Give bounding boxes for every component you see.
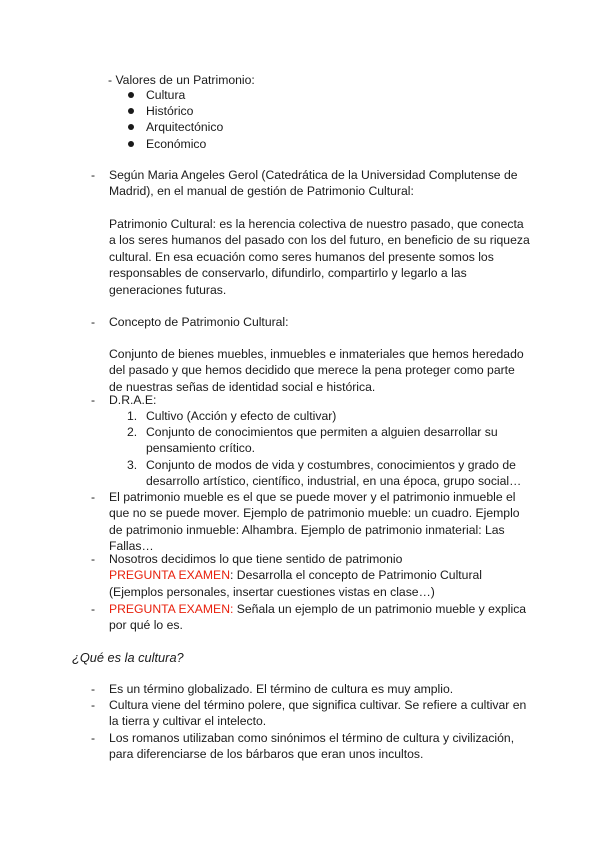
list-dash: - [91,698,96,712]
list-dash: - [91,602,96,616]
text-line: desarrollo artístico, científico, industrial, en una época, grupo social… [146,474,522,489]
list-dash: - [91,731,96,745]
list-dash: - [91,682,96,696]
drae-item [146,424,526,457]
gerol-definition [109,216,539,298]
exam-line [109,567,539,583]
valores-item: Arquitectónico [146,120,224,134]
bullet-dot [128,108,134,114]
text-line: Conjunto de bienes muebles, inmuebles e inmateriales que hemos heredado [109,347,524,361]
text-line: (Ejemplos personales, insertar cuestiones vistas en clase…) [109,584,435,599]
text-line: Nosotros decidimos lo que tiene sentido de patrimonio [109,552,403,566]
text-line: El patrimonio mueble es el que se puede mover y el patrimonio inmueble el [109,490,516,504]
text-line: del pasado y que hemos decidido que merece la pena proteger como parte [109,363,515,378]
list-number: 1. [127,409,138,423]
text-line: Patrimonio Cultural: es la herencia colectiva de nuestro pasado, que conecta [109,217,524,231]
list-dash: - [91,490,96,504]
exam-line [109,601,539,617]
drae-title: D.R.A.E: [109,393,157,407]
text-line: Es un término globalizado. El término de cultura es muy amplio. [109,682,454,696]
cultura-item [109,681,539,697]
text-line: Conjunto de conocimientos que permiten a alguien desarrollar su [146,425,498,439]
exam-text: Señala un ejemplo de un patrimonio mueble y explica [233,602,527,616]
list-dash: - [91,315,96,329]
valores-item: Cultura [146,88,186,102]
text-line: Cultura viene del término polere, que significa cultivar. Se refiere a cultivar en [109,698,527,712]
pregunta2-paragraph [109,601,539,634]
section-heading: ¿Qué es la cultura? [72,650,184,665]
cultura-item [109,697,539,730]
text-line: pensamiento crítico. [146,441,256,456]
valores-title: - Valores de un Patrimonio: [108,73,255,87]
text-line: para diferenciarse de los bárbaros que eran unos incultos. [109,747,424,762]
text-line: de patrimonio inmueble: Alhambra. Ejemplo de patrimonio inmaterial: Las [109,522,505,537]
cultura-item [109,730,539,763]
gerol-intro [109,167,539,200]
bullet-dot [128,124,134,130]
valores-item: Económico [146,137,207,151]
list-dash: - [91,168,96,182]
concepto-title: Concepto de Patrimonio Cultural: [109,315,289,329]
text-line: que no se puede mover. Ejemplo de patrimonio mueble: un cuadro. Ejemplo [109,506,520,521]
text-line: la tierra y cultivar el intelecto. [109,714,267,729]
bullet-dot [128,92,134,98]
list-dash: - [91,552,96,566]
list-number: 3. [127,458,138,472]
text-line: Los romanos utilizaban como sinónimos el término de cultura y civilización, [109,731,515,745]
exam-label: PREGUNTA EXAMEN [109,568,230,583]
nosotros-paragraph [109,551,539,600]
valores-item: Histórico [146,104,194,118]
mueble-paragraph [109,489,539,555]
text-line: por qué lo es. [109,618,183,633]
text-line: cultural. En esa ecuación como seres humanos del presente somos los [109,249,494,264]
exam-text: : Desarrolla el concepto de Patrimonio Cultural [230,568,482,583]
text-line: Conjunto de modos de vida y costumbres, conocimientos y grado de [146,458,516,472]
text-line: generaciones futuras. [109,282,227,297]
exam-label: PREGUNTA EXAMEN: [109,602,234,616]
text-line: responsables de conservarlo, difundirlo, compartirlo y legarlo a las [109,266,467,281]
list-dash: - [91,393,96,407]
text-line: de nuestras señas de identidad social e histórica. [109,379,376,394]
drae-item [146,408,526,424]
text-line: Según Maria Angeles Gerol (Catedrática de la Universidad Complutense de [109,168,518,182]
text-line: Cultivo (Acción y efecto de cultivar) [146,409,337,423]
text-line: a los seres humanos del pasado con los del futuro, en beneficio de su riqueza [109,233,530,248]
concepto-definition [109,346,539,395]
text-line: Fallas… [109,539,154,554]
drae-item [146,457,526,490]
list-number: 2. [127,425,138,439]
bullet-dot [128,141,134,147]
text-line: Madrid), en el manual de gestión de Patrimonio Cultural: [109,184,414,199]
